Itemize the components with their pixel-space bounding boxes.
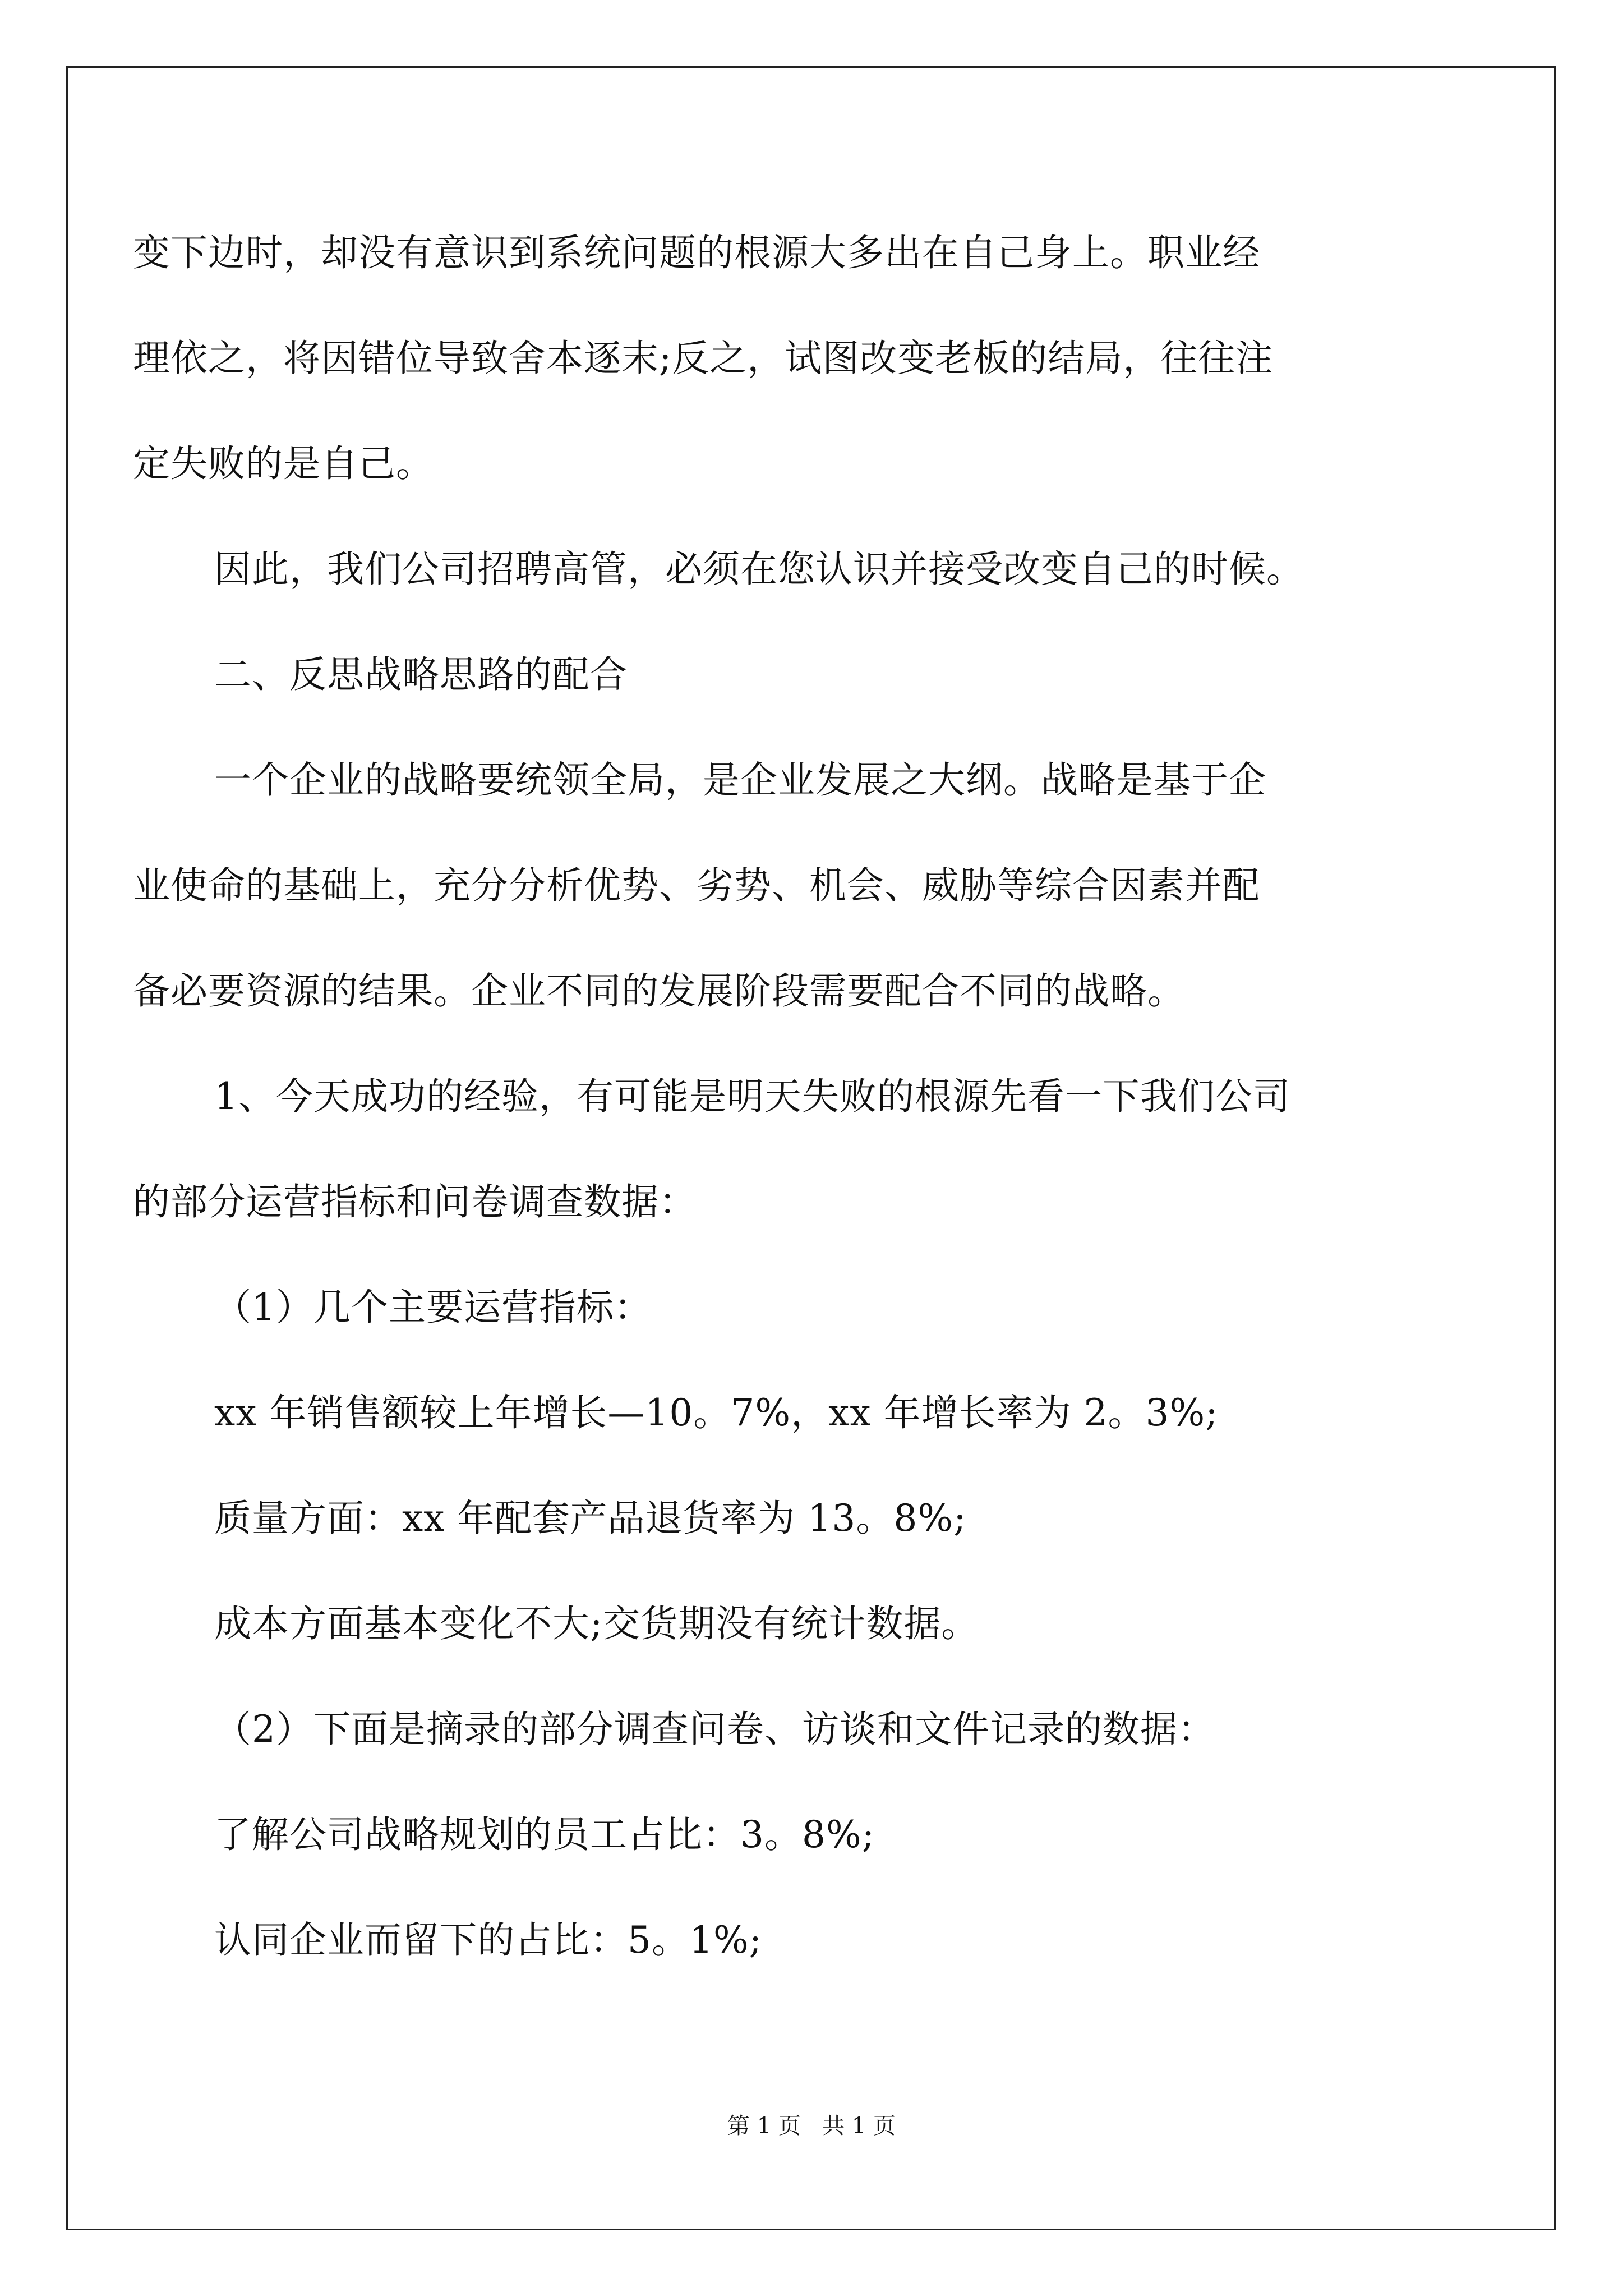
paragraph-line: 因此，我们公司招聘高管，必须在您认识并接受改变自己的时候。: [214, 547, 1304, 591]
list-item: xx 年销售额较上年增长—10。7%，xx 年增长率为 2。3%;: [214, 1391, 1219, 1434]
list-heading: （2）下面是摘录的部分调查问卷、访谈和文件记录的数据：: [214, 1708, 1215, 1751]
page-number: 第 1 页 共 1 页: [727, 2113, 896, 2139]
text-line: 业使命的基础上，充分分析优势、劣势、机会、威胁等综合因素并配: [133, 864, 1260, 907]
list-heading: （1）几个主要运营指标：: [214, 1286, 652, 1329]
text-line: 的部分运营指标和问卷调查数据：: [133, 1180, 697, 1223]
paragraph-line: 1、今天成功的经验，有可能是明天失败的根源先看一下我们公司: [214, 1075, 1290, 1118]
text-line: 定失败的是自己。: [133, 442, 434, 485]
page-border: [66, 66, 1556, 2230]
list-item: 成本方面基本变化不大;交货期没有统计数据。: [214, 1602, 979, 1645]
text-line: 备必要资源的结果。企业不同的发展阶段需要配合不同的战略。: [133, 969, 1185, 1013]
section-heading: 二、反思战略思路的配合: [214, 653, 628, 696]
list-item: 质量方面：xx 年配套产品退货率为 13。8%;: [214, 1497, 967, 1540]
list-item: 认同企业而留下的占比：5。1%;: [214, 1918, 762, 1962]
list-item: 了解公司战略规划的员工占比：3。8%;: [214, 1813, 875, 1856]
text-line: 变下边时，却没有意识到系统问题的根源大多出在自己身上。职业经: [133, 231, 1260, 274]
text-line: 理依之，将因错位导致舍本逐末;反之，试图改变老板的结局，往往注: [133, 337, 1274, 380]
paragraph-line: 一个企业的战略要统领全局，是企业发展之大纲。战略是基于企: [214, 758, 1266, 802]
